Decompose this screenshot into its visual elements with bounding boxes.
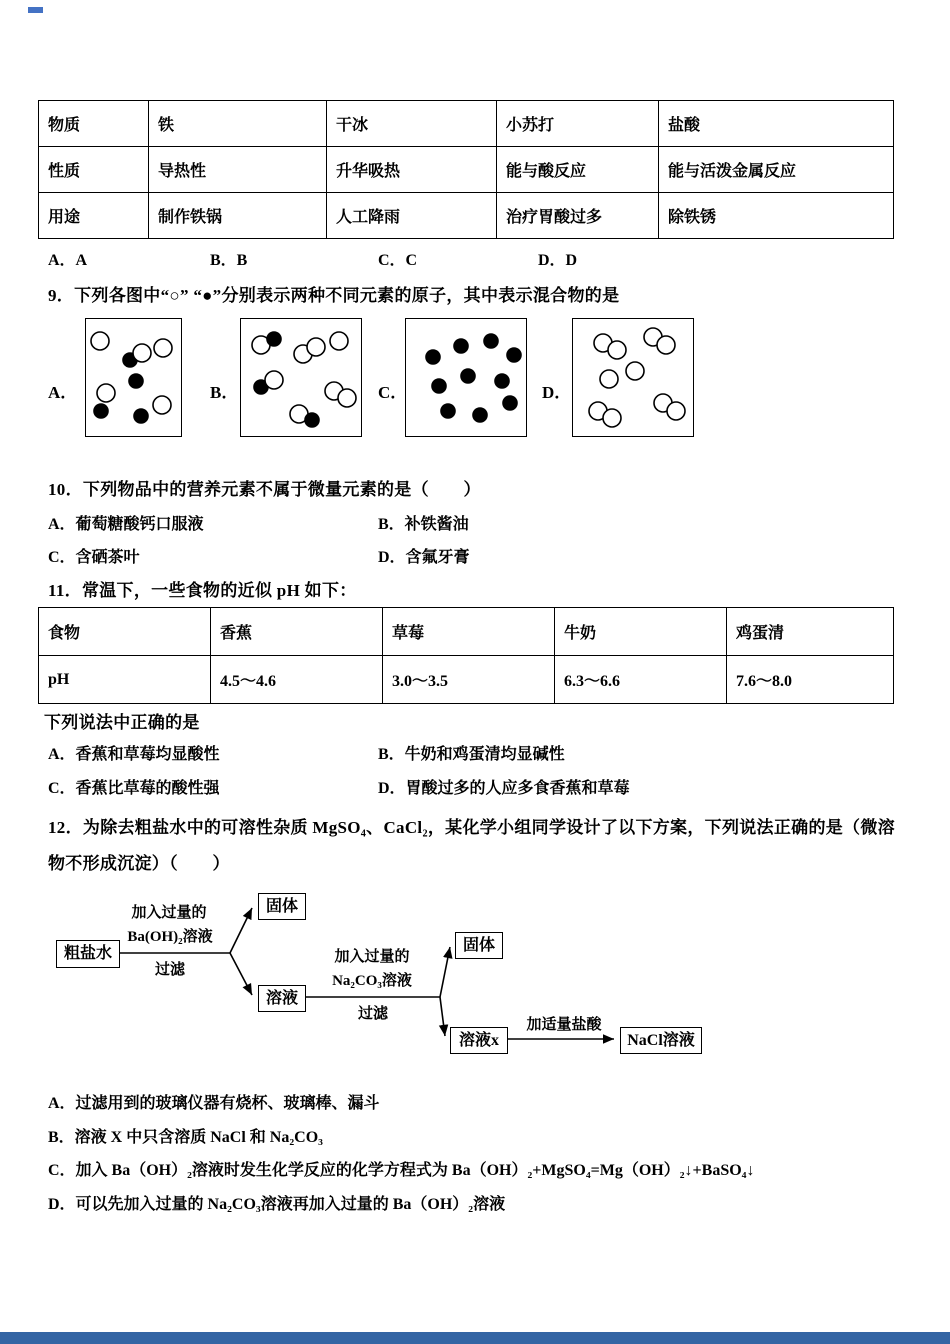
filled-atom (484, 334, 498, 348)
question-12-text: 12．为除去粗盐水中的可溶性杂质 MgSO₄、CaCl₂，某化学小组同学设计了以下方案，下列说法正确的是（微溶物不形成沉淀）（ ） (48, 818, 895, 873)
open-atom (667, 402, 685, 420)
footer-bar (0, 1332, 950, 1344)
table-cell: 草莓 (383, 608, 555, 656)
substance-property-table (38, 100, 894, 239)
table-row (39, 101, 894, 147)
flow-label-step1-add: 加入过量的 (131, 905, 207, 921)
q12-option-a: A．过滤用到的玻璃仪器有烧杯、玻璃棒、漏斗 (48, 1095, 380, 1112)
filled-atom (432, 379, 446, 393)
open-atom (657, 336, 675, 354)
open-atom (265, 371, 283, 389)
filled-atom (426, 350, 440, 364)
question-9-text: 9．下列各图中“○” “●”分别表示两种不同元素的原子，其中表示混合物的是 (48, 286, 620, 305)
filled-atom (503, 396, 517, 410)
q10-option-b: B．补铁酱油 (378, 516, 469, 533)
q12-option-c: C．加入 Ba（OH）₂溶液时发生化学反应的化学方程式为 Ba（OH）₂+MgSO₄=Mg（OH）₂↓+BaSO₄↓ (48, 1162, 755, 1179)
corner-mark (28, 7, 43, 13)
table-cell: 干冰 (327, 101, 497, 147)
filled-atom (94, 404, 108, 418)
table-row (39, 608, 894, 656)
open-atom (97, 384, 115, 402)
table-cell: pH (39, 656, 211, 704)
flow-box-nacl-solution: NaCl溶液 (620, 1027, 702, 1054)
table-cell: 用途 (39, 193, 149, 239)
answer-option-c: C．C (378, 252, 418, 269)
filled-atom (473, 408, 487, 422)
table-cell: 能与活泼金属反应 (659, 147, 894, 193)
filled-atom (507, 348, 521, 362)
diagram-d-label: D． (542, 383, 572, 402)
table-row (39, 656, 894, 704)
flow-label-step1-baoh2: Ba(OH)₂溶液 (127, 929, 213, 945)
table-cell: 食物 (39, 608, 211, 656)
filled-atom (134, 409, 148, 423)
q12-option-b: B．溶液 X 中只含溶质 NaCl 和 Na₂CO₃ (48, 1129, 323, 1146)
open-atom (626, 362, 644, 380)
q10-option-d: D．含氟牙膏 (378, 549, 470, 566)
table-cell: 7.6～8.0 (727, 656, 894, 704)
table-cell: 物质 (39, 101, 149, 147)
open-atom (307, 338, 325, 356)
q11-option-b: B．牛奶和鸡蛋清均显碱性 (378, 746, 565, 763)
flow-label-step2-filter: 过滤 (357, 1006, 388, 1022)
open-atom (603, 409, 621, 427)
ph-table (38, 607, 894, 704)
q11-prompt: 下列说法中正确的是 (44, 713, 200, 732)
open-atom (338, 389, 356, 407)
open-atom (608, 341, 626, 359)
open-atom (133, 344, 151, 362)
filled-atom (441, 404, 455, 418)
open-atom (153, 396, 171, 414)
table-cell: 制作铁锅 (149, 193, 327, 239)
table-cell: 升华吸热 (327, 147, 497, 193)
diagram-c-label: C． (378, 383, 408, 402)
table-cell: 导热性 (149, 147, 327, 193)
flow-label-step2-na2co3: Na₂CO₃溶液 (332, 973, 412, 989)
table-cell: 人工降雨 (327, 193, 497, 239)
q11-option-c: C．香蕉比草莓的酸性强 (48, 780, 220, 797)
table-cell: 鸡蛋清 (727, 608, 894, 656)
open-atom (154, 339, 172, 357)
table-cell: 4.5～4.6 (211, 656, 383, 704)
table-row (39, 147, 894, 193)
flow-label-step3-hcl: 加适量盐酸 (526, 1017, 602, 1033)
filled-atom (454, 339, 468, 353)
q12-option-d: D．可以先加入过量的 Na₂CO₃溶液再加入过量的 Ba（OH）₂溶液 (48, 1196, 506, 1213)
table-cell: 香蕉 (211, 608, 383, 656)
question-11-text: 11．常温下，一些食物的近似 pH 如下： (48, 581, 357, 600)
flow-box-solid-1: 固体 (258, 893, 306, 920)
answer-option-a: A．A (48, 252, 88, 269)
table-row (39, 193, 894, 239)
q10-option-c: C．含硒茶叶 (48, 549, 140, 566)
filled-atom (129, 374, 143, 388)
diagram-a-label: A． (48, 383, 78, 402)
filled-atom (305, 413, 319, 427)
table-cell: 盐酸 (659, 101, 894, 147)
q11-option-a: A．香蕉和草莓均显酸性 (48, 746, 220, 763)
atom-diagram-d (572, 318, 694, 437)
q10-option-a: A．葡萄糖酸钙口服液 (48, 516, 204, 533)
table-cell: 3.0～3.5 (383, 656, 555, 704)
table-cell: 能与酸反应 (497, 147, 659, 193)
filled-atom (495, 374, 509, 388)
table-cell: 治疗胃酸过多 (497, 193, 659, 239)
flow-box-solution-x: 溶液x (450, 1027, 508, 1054)
flow-box-solid-2: 固体 (455, 932, 503, 959)
answer-option-b: B．B (210, 252, 248, 269)
flow-box-solution-1: 溶液 (258, 985, 306, 1012)
table-cell: 除铁锈 (659, 193, 894, 239)
atom-diagram-c (405, 318, 527, 437)
flow-label-step2-add: 加入过量的 (334, 949, 410, 965)
flow-label-step1-filter: 过滤 (154, 962, 185, 978)
q11-option-d: D．胃酸过多的人应多食香蕉和草莓 (378, 780, 630, 797)
filled-atom (461, 369, 475, 383)
diagram-b-label: B． (210, 383, 239, 402)
purification-flowchart (48, 885, 768, 1075)
table-cell: 性质 (39, 147, 149, 193)
filled-atom (267, 332, 281, 346)
table-cell: 6.3～6.6 (555, 656, 727, 704)
atom-diagram-a (85, 318, 182, 437)
atom-diagram-b (240, 318, 362, 437)
open-atom (600, 370, 618, 388)
table-cell: 小苏打 (497, 101, 659, 147)
flow-box-crude-brine: 粗盐水 (56, 940, 120, 968)
table-cell: 铁 (149, 101, 327, 147)
question-10-text: 10．下列物品中的营养元素不属于微量元素的是（ ） (48, 480, 481, 499)
answer-option-d: D．D (538, 252, 578, 269)
open-atom (91, 332, 109, 350)
table-cell: 牛奶 (555, 608, 727, 656)
open-atom (330, 332, 348, 350)
